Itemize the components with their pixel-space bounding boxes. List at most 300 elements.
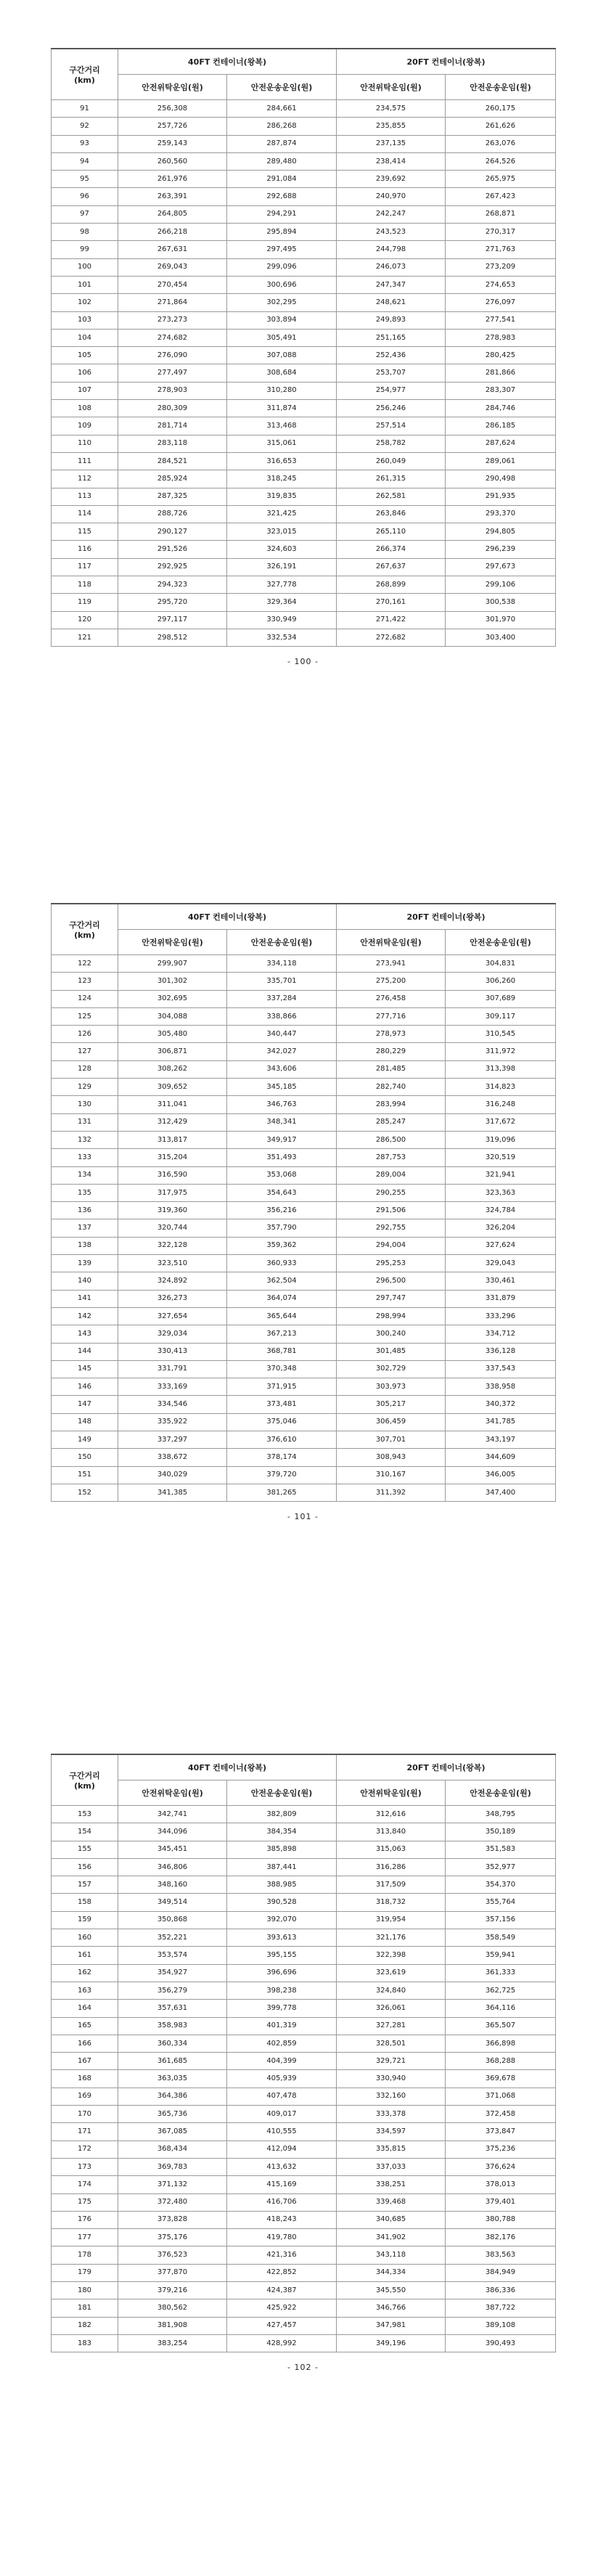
consign-40ft-cell: 361,685: [118, 2053, 227, 2070]
table-row: [52, 347, 556, 364]
distance-cell: 148: [52, 1413, 118, 1431]
transport-20ft-cell: 369,678: [446, 2070, 556, 2088]
table-row: [52, 1290, 556, 1307]
distance-cell: 115: [52, 523, 118, 541]
table-row: [52, 611, 556, 629]
consign-20ft-cell: 286,500: [337, 1131, 446, 1148]
table-row: [52, 1431, 556, 1449]
transport-20ft-cell: 313,398: [446, 1060, 556, 1078]
distance-cell: 132: [52, 1131, 118, 1148]
distance-cell: 136: [52, 1202, 118, 1219]
consign-20ft-cell: 308,943: [337, 1449, 446, 1466]
table-row: [52, 488, 556, 505]
consign-40ft-cell: 333,169: [118, 1378, 227, 1396]
distance-cell: 149: [52, 1431, 118, 1449]
consign-40ft-cell: 301,302: [118, 973, 227, 990]
consign-40ft-cell: 267,631: [118, 241, 227, 258]
distance-cell: 93: [52, 135, 118, 152]
distance-cell: 137: [52, 1219, 118, 1237]
consign-20ft-cell: 295,253: [337, 1255, 446, 1272]
transport-40ft-cell: 323,015: [227, 523, 337, 541]
distance-cell: 122: [52, 955, 118, 973]
distance-cell: 91: [52, 100, 118, 118]
transport-40ft-cell: 307,088: [227, 347, 337, 364]
transport-20ft-cell: 386,336: [446, 2282, 556, 2299]
transport-40ft-cell: 371,915: [227, 1378, 337, 1396]
transport-20ft-cell: 270,317: [446, 224, 556, 241]
consign-20ft-cell: 266,374: [337, 541, 446, 558]
consign-40ft-cell: 319,360: [118, 1202, 227, 1219]
transport-20ft-cell: 273,209: [446, 258, 556, 276]
distance-cell: 128: [52, 1060, 118, 1078]
consign-40ft-cell: 263,391: [118, 188, 227, 205]
consign-20ft-cell: 249,893: [337, 311, 446, 329]
distance-cell: 119: [52, 594, 118, 611]
table-row: [52, 364, 556, 382]
consign-20ft-cell: 335,815: [337, 2140, 446, 2158]
consign-20ft-cell: 244,798: [337, 241, 446, 258]
col-header-transport-20ft: 안전운송운임(원): [446, 930, 556, 955]
transport-40ft-cell: 348,341: [227, 1113, 337, 1131]
consign-20ft-cell: 287,753: [337, 1149, 446, 1166]
transport-20ft-cell: 314,823: [446, 1079, 556, 1096]
transport-20ft-cell: 329,043: [446, 1255, 556, 1272]
consign-40ft-cell: 354,927: [118, 1964, 227, 1982]
consign-40ft-cell: 353,574: [118, 1947, 227, 1964]
consign-40ft-cell: 304,088: [118, 1007, 227, 1025]
distance-cell: 158: [52, 1894, 118, 1911]
table-row: [52, 1449, 556, 1466]
transport-40ft-cell: 359,362: [227, 1237, 337, 1254]
distance-cell: 113: [52, 488, 118, 505]
consign-40ft-cell: 368,434: [118, 2140, 227, 2158]
consign-40ft-cell: 259,143: [118, 135, 227, 152]
consign-20ft-cell: 324,840: [337, 1982, 446, 1999]
consign-20ft-cell: 341,902: [337, 2229, 446, 2246]
consign-20ft-cell: 238,414: [337, 152, 446, 170]
distance-cell: 109: [52, 417, 118, 435]
distance-header: [52, 1754, 118, 1806]
consign-40ft-cell: 376,523: [118, 2246, 227, 2264]
transport-40ft-cell: 297,495: [227, 241, 337, 258]
transport-20ft-cell: 362,725: [446, 1982, 556, 1999]
table-row: [52, 417, 556, 435]
consign-20ft-cell: 329,721: [337, 2053, 446, 2070]
transport-20ft-cell: 338,958: [446, 1378, 556, 1396]
consign-40ft-cell: 297,117: [118, 611, 227, 629]
table-row: [52, 2211, 556, 2228]
consign-20ft-cell: 313,840: [337, 1823, 446, 1841]
transport-40ft-cell: 316,653: [227, 452, 337, 470]
distance-cell: 182: [52, 2317, 118, 2334]
table-row: [52, 1307, 556, 1325]
consign-20ft-cell: 311,392: [337, 1484, 446, 1501]
transport-20ft-cell: 387,722: [446, 2299, 556, 2317]
consign-40ft-cell: 299,907: [118, 955, 227, 973]
consign-40ft-cell: 276,090: [118, 347, 227, 364]
page-number: - 100 -: [287, 657, 319, 667]
consign-40ft-cell: 375,176: [118, 2229, 227, 2246]
transport-40ft-cell: 299,096: [227, 258, 337, 276]
col-header-transport-20ft: 안전운송운임(원): [446, 75, 556, 100]
transport-40ft-cell: 303,894: [227, 311, 337, 329]
table-row: [52, 1982, 556, 1999]
transport-40ft-cell: 337,284: [227, 990, 337, 1007]
table-row: [52, 241, 556, 258]
consign-40ft-cell: 323,510: [118, 1255, 227, 1272]
consign-40ft-cell: 345,451: [118, 1841, 227, 1858]
consign-20ft-cell: 317,509: [337, 1876, 446, 1894]
table-row: [52, 1947, 556, 1964]
distance-cell: 110: [52, 435, 118, 452]
consign-20ft-cell: 247,347: [337, 276, 446, 293]
fare-table-page: [51, 1754, 555, 2372]
transport-40ft-cell: 334,118: [227, 955, 337, 973]
consign-40ft-cell: 269,043: [118, 258, 227, 276]
distance-header-label: 구간거리: [69, 920, 100, 930]
consign-20ft-cell: 321,176: [337, 1929, 446, 1947]
consign-40ft-cell: 338,672: [118, 1449, 227, 1466]
transport-40ft-cell: 319,835: [227, 488, 337, 505]
consign-20ft-cell: 282,740: [337, 1079, 446, 1096]
consign-40ft-cell: 377,870: [118, 2264, 227, 2281]
distance-cell: 174: [52, 2176, 118, 2193]
consign-40ft-cell: 311,041: [118, 1096, 227, 1113]
transport-40ft-cell: 305,491: [227, 329, 337, 346]
table-row: [52, 452, 556, 470]
consign-40ft-cell: 360,334: [118, 2035, 227, 2052]
table-row: [52, 1806, 556, 1823]
distance-cell: 140: [52, 1272, 118, 1290]
transport-40ft-cell: 318,245: [227, 470, 337, 488]
distance-cell: 133: [52, 1149, 118, 1166]
transport-40ft-cell: 376,610: [227, 1431, 337, 1449]
transport-20ft-cell: 265,975: [446, 171, 556, 188]
consign-20ft-cell: 318,732: [337, 1894, 446, 1911]
consign-20ft-cell: 328,501: [337, 2035, 446, 2052]
transport-40ft-cell: 398,238: [227, 1982, 337, 1999]
distance-cell: 104: [52, 329, 118, 346]
consign-20ft-cell: 237,135: [337, 135, 446, 152]
consign-40ft-cell: 291,526: [118, 541, 227, 558]
transport-40ft-cell: 399,778: [227, 2000, 337, 2017]
distance-cell: 151: [52, 1466, 118, 1484]
col-header-transport-20ft: 안전운송운임(원): [446, 1780, 556, 1806]
consign-40ft-cell: 256,308: [118, 100, 227, 118]
consign-40ft-cell: 350,868: [118, 1911, 227, 1929]
distance-cell: 108: [52, 400, 118, 417]
distance-cell: 159: [52, 1911, 118, 1929]
consign-40ft-cell: 295,720: [118, 594, 227, 611]
consign-40ft-cell: 335,922: [118, 1413, 227, 1431]
consign-40ft-cell: 348,160: [118, 1876, 227, 1894]
distance-cell: 134: [52, 1166, 118, 1184]
consign-20ft-cell: 256,246: [337, 400, 446, 417]
consign-20ft-cell: 343,118: [337, 2246, 446, 2264]
transport-20ft-cell: 299,106: [446, 576, 556, 594]
table-row: [52, 1043, 556, 1060]
table-row: [52, 505, 556, 523]
consign-20ft-cell: 265,110: [337, 523, 446, 541]
distance-cell: 156: [52, 1858, 118, 1876]
consign-20ft-cell: 257,514: [337, 417, 446, 435]
transport-20ft-cell: 341,785: [446, 1413, 556, 1431]
consign-40ft-cell: 327,654: [118, 1307, 227, 1325]
transport-20ft-cell: 304,831: [446, 955, 556, 973]
distance-cell: 130: [52, 1096, 118, 1113]
distance-cell: 118: [52, 576, 118, 594]
consign-40ft-cell: 373,828: [118, 2211, 227, 2228]
table-row: [52, 1360, 556, 1378]
consign-40ft-cell: 308,262: [118, 1060, 227, 1078]
consign-20ft-cell: 316,286: [337, 1858, 446, 1876]
table-row: [52, 1184, 556, 1201]
transport-40ft-cell: 357,790: [227, 1219, 337, 1237]
table-row: [52, 1823, 556, 1841]
distance-cell: 145: [52, 1360, 118, 1378]
transport-40ft-cell: 425,922: [227, 2299, 337, 2317]
transport-40ft-cell: 379,720: [227, 1466, 337, 1484]
consign-40ft-cell: 337,297: [118, 1431, 227, 1449]
transport-40ft-cell: 329,364: [227, 594, 337, 611]
consign-20ft-cell: 248,621: [337, 294, 446, 311]
transport-40ft-cell: 422,852: [227, 2264, 337, 2281]
transport-20ft-cell: 368,288: [446, 2053, 556, 2070]
table-row: [52, 2229, 556, 2246]
table-row: [52, 1007, 556, 1025]
distance-cell: 138: [52, 1237, 118, 1254]
consign-20ft-cell: 340,685: [337, 2211, 446, 2228]
transport-20ft-cell: 364,116: [446, 2000, 556, 2017]
distance-cell: 165: [52, 2017, 118, 2035]
table-row: [52, 1876, 556, 1894]
transport-40ft-cell: 424,387: [227, 2282, 337, 2299]
table-row: [52, 2000, 556, 2017]
transport-20ft-cell: 326,204: [446, 1219, 556, 1237]
transport-20ft-cell: 300,538: [446, 594, 556, 611]
transport-20ft-cell: 306,260: [446, 973, 556, 990]
consign-40ft-cell: 341,385: [118, 1484, 227, 1501]
transport-40ft-cell: 373,481: [227, 1396, 337, 1413]
table-row: [52, 2070, 556, 2088]
table-row: [52, 1484, 556, 1501]
transport-20ft-cell: 296,239: [446, 541, 556, 558]
consign-20ft-cell: 283,994: [337, 1096, 446, 1113]
transport-40ft-cell: 310,280: [227, 382, 337, 399]
group-header-20ft: 20FT 컨테이너(왕복): [337, 1754, 556, 1780]
transport-40ft-cell: 286,268: [227, 118, 337, 135]
consign-40ft-cell: 287,325: [118, 488, 227, 505]
table-row: [52, 2106, 556, 2123]
transport-40ft-cell: 291,084: [227, 171, 337, 188]
distance-cell: 142: [52, 1307, 118, 1325]
consign-40ft-cell: 380,562: [118, 2299, 227, 2317]
consign-40ft-cell: 344,096: [118, 1823, 227, 1841]
transport-20ft-cell: 372,458: [446, 2106, 556, 2123]
transport-20ft-cell: 384,949: [446, 2264, 556, 2281]
consign-20ft-cell: 306,459: [337, 1413, 446, 1431]
table-row: [52, 171, 556, 188]
distance-cell: 160: [52, 1929, 118, 1947]
transport-40ft-cell: 396,696: [227, 1964, 337, 1982]
distance-cell: 170: [52, 2106, 118, 2123]
transport-40ft-cell: 407,478: [227, 2088, 337, 2105]
distance-cell: 97: [52, 205, 118, 223]
transport-20ft-cell: 351,583: [446, 1841, 556, 1858]
distance-cell: 111: [52, 452, 118, 470]
transport-20ft-cell: 382,176: [446, 2229, 556, 2246]
transport-20ft-cell: 348,795: [446, 1806, 556, 1823]
table-row: [52, 2246, 556, 2264]
distance-cell: 106: [52, 364, 118, 382]
table-row: [52, 1911, 556, 1929]
table-row: [52, 276, 556, 293]
distance-cell: 121: [52, 629, 118, 646]
transport-20ft-cell: 344,609: [446, 1449, 556, 1466]
consign-20ft-cell: 303,973: [337, 1378, 446, 1396]
distance-cell: 157: [52, 1876, 118, 1894]
consign-20ft-cell: 285,247: [337, 1113, 446, 1131]
consign-20ft-cell: 300,240: [337, 1325, 446, 1343]
table-row: [52, 2158, 556, 2175]
transport-40ft-cell: 300,696: [227, 276, 337, 293]
transport-40ft-cell: 364,074: [227, 1290, 337, 1307]
consign-20ft-cell: 254,977: [337, 382, 446, 399]
transport-20ft-cell: 301,970: [446, 611, 556, 629]
transport-20ft-cell: 293,370: [446, 505, 556, 523]
consign-20ft-cell: 319,954: [337, 1911, 446, 1929]
consign-20ft-cell: 289,004: [337, 1166, 446, 1184]
consign-20ft-cell: 345,550: [337, 2282, 446, 2299]
table-row: [52, 558, 556, 576]
distance-header-label: 구간거리: [69, 1771, 100, 1780]
consign-40ft-cell: 352,221: [118, 1929, 227, 1947]
table-row: [52, 118, 556, 135]
consign-40ft-cell: 288,726: [118, 505, 227, 523]
consign-40ft-cell: 329,034: [118, 1325, 227, 1343]
transport-20ft-cell: 352,977: [446, 1858, 556, 1876]
transport-40ft-cell: 289,480: [227, 152, 337, 170]
transport-40ft-cell: 410,555: [227, 2123, 337, 2140]
table-row: [52, 1060, 556, 1078]
consign-40ft-cell: 281,714: [118, 417, 227, 435]
distance-cell: 127: [52, 1043, 118, 1060]
consign-20ft-cell: 270,161: [337, 594, 446, 611]
consign-40ft-cell: 306,871: [118, 1043, 227, 1060]
transport-20ft-cell: 383,563: [446, 2246, 556, 2264]
col-header-transport-40ft: 안전운송운임(원): [227, 930, 337, 955]
distance-cell: 161: [52, 1947, 118, 1964]
transport-40ft-cell: 342,027: [227, 1043, 337, 1060]
consign-20ft-cell: 307,701: [337, 1431, 446, 1449]
table-row: [52, 1219, 556, 1237]
transport-20ft-cell: 276,097: [446, 294, 556, 311]
transport-40ft-cell: 393,613: [227, 1929, 337, 1947]
consign-40ft-cell: 298,512: [118, 629, 227, 646]
distance-cell: 169: [52, 2088, 118, 2105]
distance-header-unit: (km): [74, 75, 95, 85]
transport-20ft-cell: 297,673: [446, 558, 556, 576]
table-row: [52, 1343, 556, 1360]
transport-20ft-cell: 309,117: [446, 1007, 556, 1025]
distance-cell: 117: [52, 558, 118, 576]
table-row: [52, 1113, 556, 1131]
distance-cell: 164: [52, 2000, 118, 2017]
group-header-40ft: 40FT 컨테이너(왕복): [118, 49, 337, 75]
transport-40ft-cell: 419,780: [227, 2229, 337, 2246]
distance-cell: 179: [52, 2264, 118, 2281]
table-row: [52, 188, 556, 205]
consign-20ft-cell: 253,707: [337, 364, 446, 382]
transport-40ft-cell: 427,457: [227, 2317, 337, 2334]
distance-cell: 92: [52, 118, 118, 135]
table-row: [52, 205, 556, 223]
consign-20ft-cell: 243,523: [337, 224, 446, 241]
distance-cell: 135: [52, 1184, 118, 1201]
transport-20ft-cell: 268,871: [446, 205, 556, 223]
transport-40ft-cell: 395,155: [227, 1947, 337, 1964]
consign-20ft-cell: 278,973: [337, 1026, 446, 1043]
distance-cell: 172: [52, 2140, 118, 2158]
transport-40ft-cell: 401,319: [227, 2017, 337, 2035]
consign-20ft-cell: 344,334: [337, 2264, 446, 2281]
col-header-consign-20ft: 안전위탁운임(원): [337, 1780, 446, 1806]
table-row: [52, 224, 556, 241]
fare-table-page: [51, 48, 555, 666]
transport-20ft-cell: 324,784: [446, 1202, 556, 1219]
transport-20ft-cell: 310,545: [446, 1026, 556, 1043]
transport-20ft-cell: 390,493: [446, 2334, 556, 2352]
consign-40ft-cell: 317,975: [118, 1184, 227, 1201]
distance-cell: 107: [52, 382, 118, 399]
group-header-40ft: 40FT 컨테이너(왕복): [118, 904, 337, 930]
table-row: [52, 329, 556, 346]
table-row: [52, 576, 556, 594]
table-row: [52, 1149, 556, 1166]
distance-cell: 178: [52, 2246, 118, 2264]
table-row: [52, 2176, 556, 2193]
consign-20ft-cell: 280,229: [337, 1043, 446, 1060]
transport-20ft-cell: 283,307: [446, 382, 556, 399]
consign-40ft-cell: 294,323: [118, 576, 227, 594]
distance-cell: 143: [52, 1325, 118, 1343]
consign-20ft-cell: 301,485: [337, 1343, 446, 1360]
consign-20ft-cell: 268,899: [337, 576, 446, 594]
consign-40ft-cell: 278,903: [118, 382, 227, 399]
table-row: [52, 1202, 556, 1219]
transport-20ft-cell: 278,983: [446, 329, 556, 346]
distance-cell: 146: [52, 1378, 118, 1396]
consign-40ft-cell: 283,118: [118, 435, 227, 452]
consign-40ft-cell: 383,254: [118, 2334, 227, 2352]
transport-40ft-cell: 327,778: [227, 576, 337, 594]
transport-40ft-cell: 418,243: [227, 2211, 337, 2228]
transport-20ft-cell: 371,068: [446, 2088, 556, 2105]
transport-20ft-cell: 311,972: [446, 1043, 556, 1060]
distance-cell: 126: [52, 1026, 118, 1043]
consign-40ft-cell: 330,413: [118, 1343, 227, 1360]
table-row: [52, 400, 556, 417]
transport-20ft-cell: 347,400: [446, 1484, 556, 1501]
transport-20ft-cell: 261,626: [446, 118, 556, 135]
transport-40ft-cell: 346,763: [227, 1096, 337, 1113]
transport-20ft-cell: 281,866: [446, 364, 556, 382]
distance-cell: 105: [52, 347, 118, 364]
transport-40ft-cell: 416,706: [227, 2193, 337, 2211]
distance-cell: 102: [52, 294, 118, 311]
transport-40ft-cell: 409,017: [227, 2106, 337, 2123]
transport-40ft-cell: 388,985: [227, 1876, 337, 1894]
